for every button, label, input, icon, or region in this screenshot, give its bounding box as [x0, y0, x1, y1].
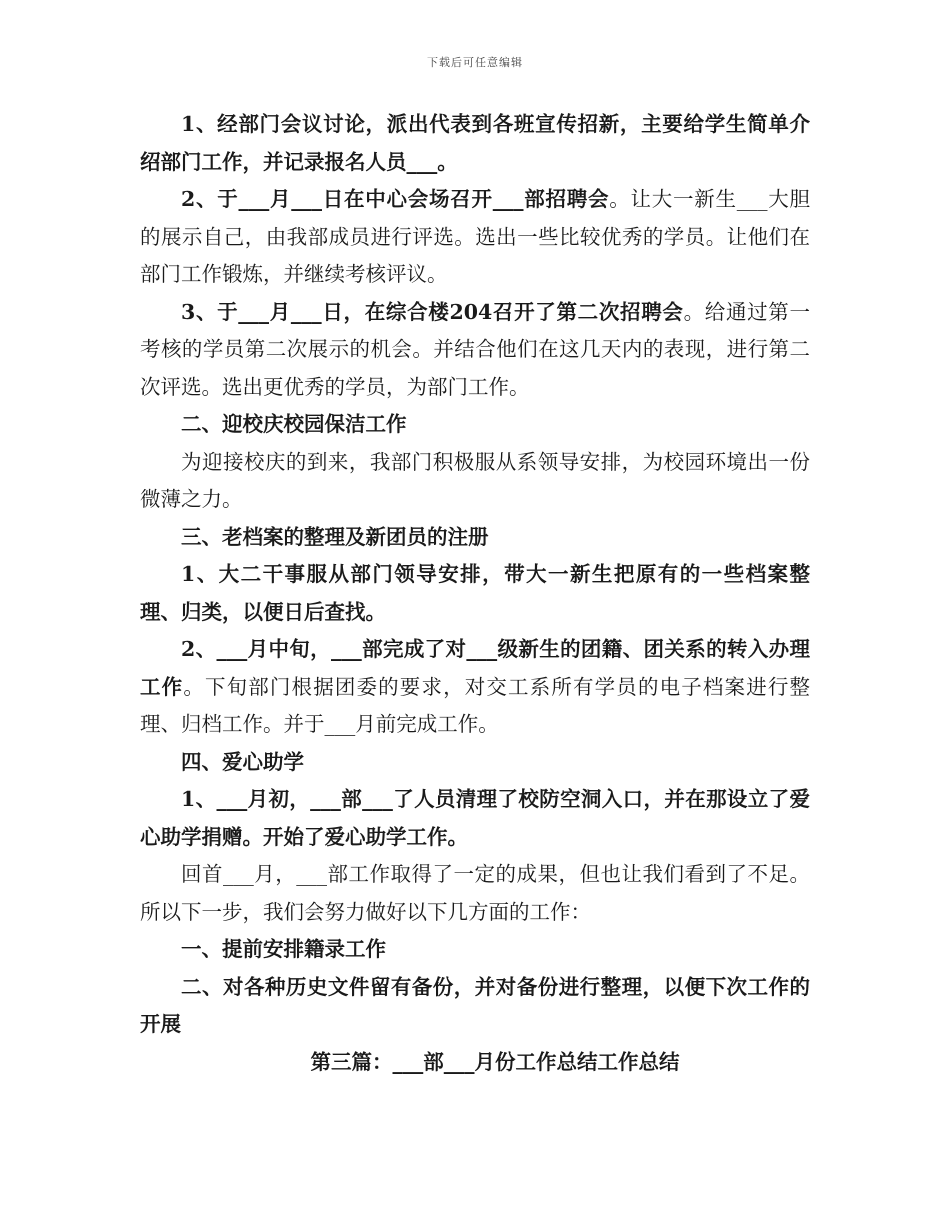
paragraph-item-2-text: 。让大一新生___大胆的展示自己，由我部成员进行评选。选出一些比较优秀的学员。让他们在部门工作锻炼，并继续考核评议。: [140, 187, 811, 286]
paragraph-archives-item-2: [140, 631, 810, 744]
paragraph-campus-cleaning: 为迎接校庆的到来，我部门积极服从系领导安排，为校园环境出一份微薄之力。: [140, 449, 810, 511]
paragraph-archives-item-2-text: 。下旬部门根据团委的要求，对交工系所有学员的电子档案进行整理、归档工作。并于___月前完成工作。: [140, 674, 811, 736]
document-body: [140, 106, 810, 1081]
section-heading-campus-cleaning: 二、迎校庆校园保洁工作: [181, 412, 407, 436]
section-heading-archives: 三、老档案的整理及新团员的注册: [181, 524, 489, 549]
paragraph-item-2: [140, 181, 810, 294]
paragraph-review: 回首___月，___部工作取得了一定的成果，但也让我们看到了不足。所以下一步，我们会努力做好以下几方面的工作：: [140, 862, 810, 924]
section-heading-charity: 四、爱心助学: [181, 749, 304, 774]
paragraph-archives-item-2-lead: 2、___月中旬，___部完成了对___级新生的团籍、团关系的转入办理工作: [140, 637, 810, 699]
plan-item-2: 二、对各种历史文件留有备份，并对备份进行整理，以便下次工作的开展: [140, 974, 810, 1036]
paragraph-item-3-lead: 3、于___月___日，在综合楼204召开了第二次招聘会: [181, 299, 684, 324]
paragraph-item-1: 1、经部门会议讨论，派出代表到各班宣传招新，主要给学生简单介绍部门工作，并记录报名人员___。: [140, 112, 810, 174]
paragraph-item-2-lead: 2、于___月___日在中心会场召开___部招聘会: [181, 187, 610, 211]
next-article-title: 第三篇：___部___月份工作总结工作总结: [310, 1049, 680, 1074]
paragraph-archives-item-1: 1、大二干事服从部门领导安排，带大一新生把原有的一些档案整理、归类，以便日后查找。: [140, 562, 810, 624]
paragraph-item-3-text: 。给通过第一考核的学员第二次展示的机会。并结合他们在这几天内的表现，进行第二次评选。选出更优秀的学员，为部门工作。: [140, 299, 810, 399]
page-header-note: 下载后可任意编辑: [427, 56, 523, 69]
plan-item-1: 一、提前安排籍录工作: [181, 937, 386, 961]
paragraph-charity-item-1: 1、___月初，___部___了人员清理了校防空洞入口，并在那设立了爱心助学捐赠。开始了爱心助学工作。: [140, 787, 810, 849]
paragraph-item-3: [140, 294, 810, 407]
